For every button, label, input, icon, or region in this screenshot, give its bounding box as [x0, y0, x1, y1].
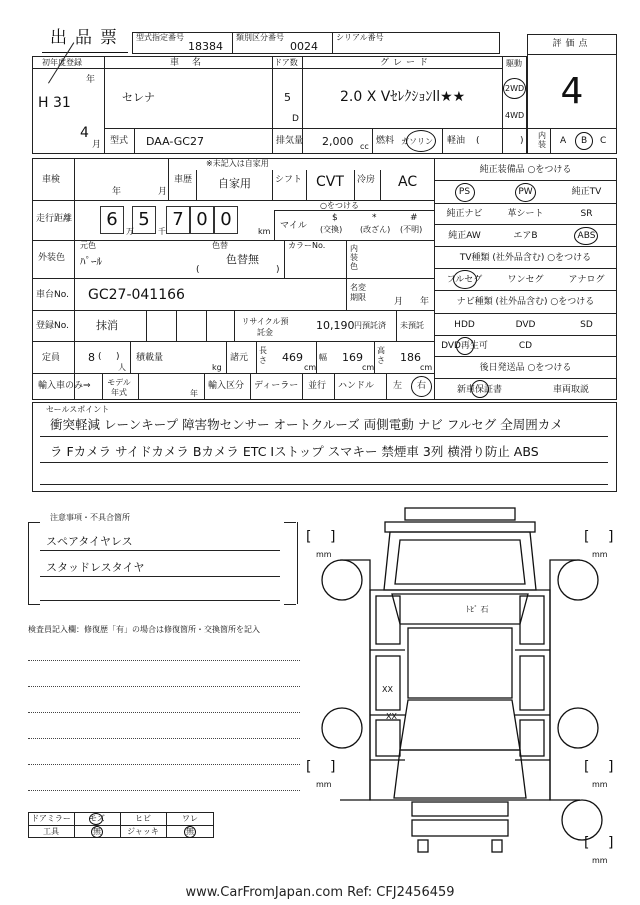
car-name: セレナ: [122, 91, 155, 104]
damage-xx-2: XX: [386, 712, 397, 721]
later-warranty: 新車保証書: [456, 385, 502, 395]
original-color: ﾊﾟｰﾙ: [80, 255, 102, 268]
equip-ps: PS: [458, 187, 471, 197]
drive-2wd: 2WD: [505, 84, 525, 93]
car-length: 469: [282, 351, 303, 364]
damage-xx-1: XX: [382, 685, 393, 694]
car-height: 186: [400, 351, 421, 364]
repaint-status: 色替無: [226, 253, 259, 266]
handle-right-circle: [411, 376, 432, 397]
form-title: 出品票: [50, 28, 125, 48]
seating-capacity: 8: [88, 351, 95, 364]
first-reg-month: 4: [80, 125, 89, 141]
note-line-1: スペアタイヤレス: [46, 535, 133, 548]
navi-dvd-play: DVD再生可: [441, 341, 488, 351]
score-value: 4: [560, 71, 584, 112]
model-number: 18384: [188, 40, 223, 53]
car-damage-diagram: [300, 500, 630, 870]
registration-number: 抹消: [96, 319, 118, 332]
displacement: 2,000: [322, 135, 354, 148]
chassis-number: GC27-041166: [88, 287, 185, 303]
sales-line-1: 衝突軽減 レーンキープ 障害物センサー オートクルーズ 両側電動 ナビ フルセグ 全周囲カメ: [50, 417, 563, 432]
fuel-gasoline-circle: [406, 130, 436, 152]
air-conditioner: AC: [398, 174, 418, 190]
equip-tv: 純正TV: [571, 187, 602, 197]
fuel-gasoline: ガソリン: [401, 137, 433, 146]
recycle-deposit: 10,190: [316, 319, 355, 332]
equip-pw: PW: [518, 187, 533, 197]
car-width: 169: [342, 351, 363, 364]
door-count: 5: [284, 91, 291, 104]
mirror-value: モズ: [89, 814, 105, 823]
tools-value: 無: [93, 827, 101, 836]
equip-abs: ABS: [577, 231, 596, 241]
interior-b-circle: [575, 132, 593, 150]
model-type: DAA-GC27: [146, 135, 204, 148]
handle-right: 右: [417, 381, 427, 391]
vehicle-history: 自家用: [218, 177, 251, 190]
class-number: 0024: [290, 40, 318, 53]
note-line-2: スタッドレスタイヤ: [46, 561, 145, 574]
first-reg-year: H 31: [38, 95, 71, 111]
interior-grade-b: B: [581, 136, 588, 146]
tv-fullseg: フルセグ: [446, 275, 483, 285]
jack-value: 無: [186, 827, 194, 836]
damage-chip: ﾄﾋﾞ 石: [466, 605, 489, 614]
transmission: CVT: [316, 174, 344, 190]
sales-line-2: ラ Fカメラ サイドカメラ Bカメラ ETC Iストップ スマキー 禁煙車 3列 横滑り防止 ABS: [50, 444, 539, 459]
mileage-digits: 6 5 7 0 0 万 千: [88, 204, 248, 236]
footer-reference: www.CarFromJapan.com Ref: CFJ2456459: [185, 885, 455, 900]
grade-value: 2.0 X Vｾﾚｸｼｮﾝll★★: [340, 89, 466, 105]
drive-4wd: 4WD: [505, 111, 525, 120]
